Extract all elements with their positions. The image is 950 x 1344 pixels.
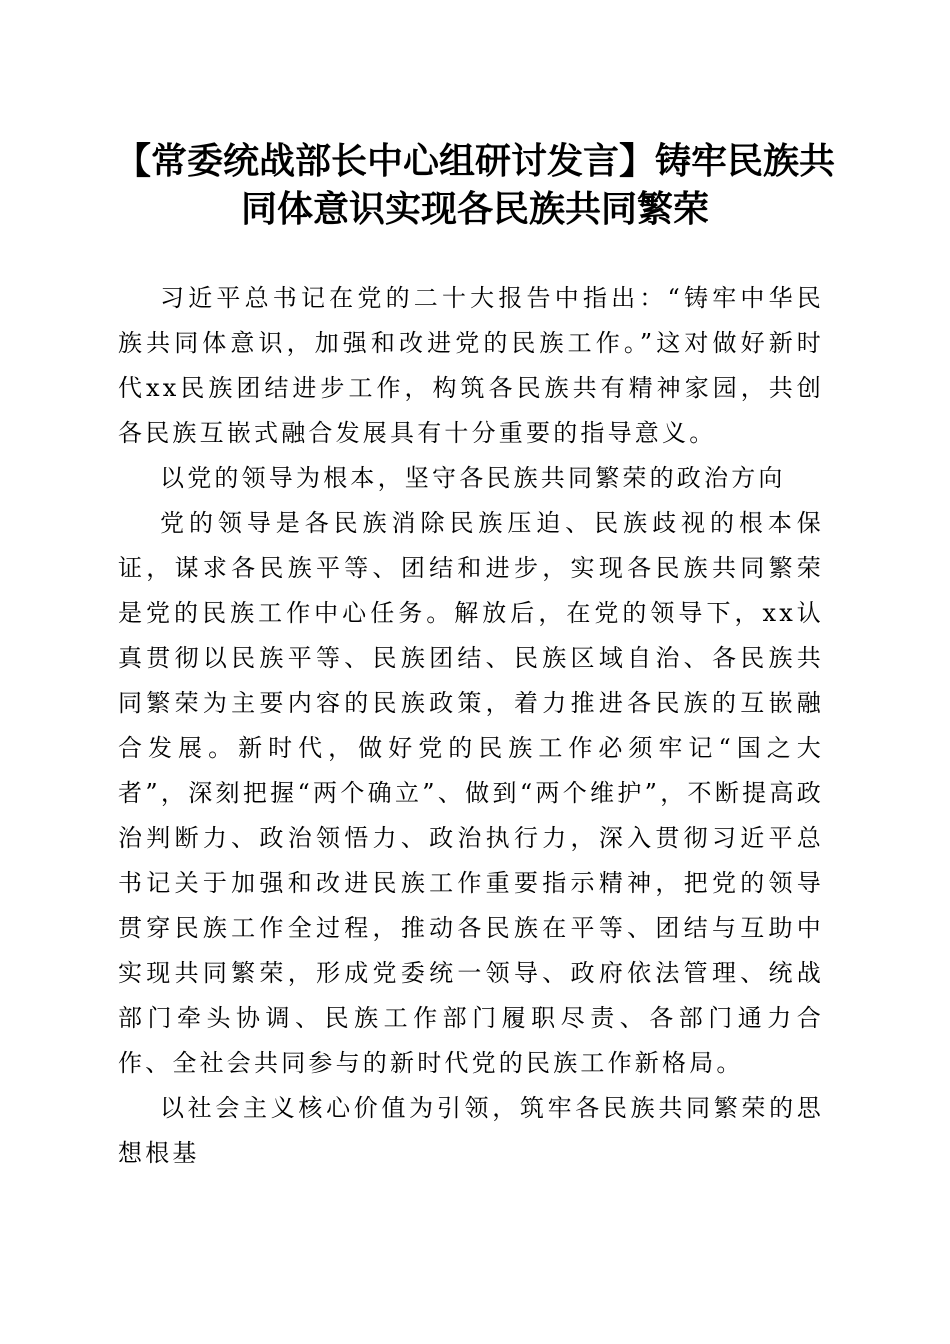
- section-heading-1: 以党的领导为根本，坚守各民族共同繁荣的政治方向: [160, 464, 786, 492]
- paragraph-intro: 习近平总书记在党的二十大报告中指出：“铸牢中华民族共同体意识，加强和改进党的民族工作。”这对做好新时代xx民族团结进步工作，构筑各民族共有精神家园，共创各民族互嵌式融合发展具有十分重要的指导意义。: [118, 284, 824, 447]
- title-line-1: 【常委统战部长中心组研讨发言】铸牢民族共: [114, 141, 835, 182]
- document-body: [118, 276, 824, 1176]
- paragraph-section-1: 党的领导是各民族消除民族压迫、民族歧视的根本保证，谋求各民族平等、团结和进步，实现各民族共同繁荣是党的民族工作中心任务。解放后，在党的领导下，xx认真贯彻以民族平等、民族团结、民族区域自治、各民族共同繁荣为主要内容的民族政策，着力推进各民族的互嵌融合发展。新时代，做好党的民族工作必须牢记“国之大者”，深刻把握“两个确立”、做到“两个维护”，不断提高政治判断力、政治领悟力、政治执行力，深入贯彻习近平总书记关于加强和改进民族工作重要指示精神，把党的领导贯穿民族工作全过程，推动各民族在平等、团结与互助中实现共同繁荣，形成党委统一领导、政府依法管理、统战部门牵头协调、民族工作部门履职尽责、各部门通力合作、全社会共同参与的新时代党的民族工作新格局。: [118, 509, 824, 1077]
- title-line-2: 同体意识实现各民族共同繁荣: [240, 189, 709, 230]
- section-heading-2: 以社会主义核心价值为引领，筑牢各民族共同繁荣的思想根基: [118, 1094, 824, 1167]
- document-title: [110, 138, 840, 234]
